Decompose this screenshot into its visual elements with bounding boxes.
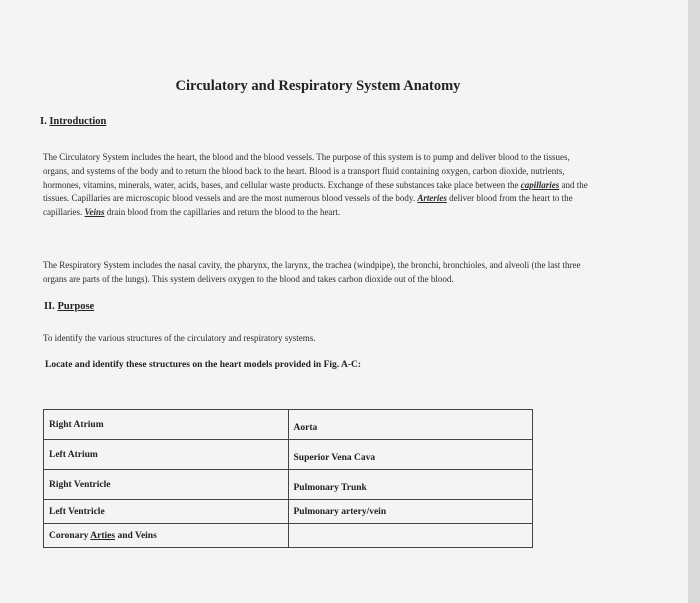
coronary-underlined: Arties <box>90 530 116 541</box>
coronary-prefix: Coronary <box>49 530 91 541</box>
structure-cell-left: Left Ventricle <box>44 500 289 524</box>
circulatory-text-start: The Circulatory System includes the heart, the blood and the blood vessels. The purpose of this system is to pump and deliver blood to the tissues, organs, and systems of the body and to return the blood back to the heart. Blood is a transport fluid containing oxygen, carbon dioxide, nutrients, hormones, vitamins, minerals, water, acids, bases, and cellular waste products. Exchange of these substances take place between the <box>43 152 570 190</box>
term-veins: Veins <box>84 207 105 218</box>
page-title: Circulatory and Respiratory System Anatomy <box>175 78 461 94</box>
structure-cell-right: Pulmonary Trunk <box>288 470 533 500</box>
table-row <box>44 470 533 500</box>
purpose-heading-text: Purpose <box>57 301 95 312</box>
table-row <box>44 524 533 548</box>
table-row <box>44 500 533 524</box>
structure-cell-left: Right Atrium <box>44 410 289 440</box>
circulatory-text-mid2: deliver blood from the heart to the capillaries. <box>43 193 573 218</box>
structure-cell-right: Aorta <box>288 410 533 440</box>
coronary-suffix: and Veins <box>115 530 157 541</box>
table-row <box>44 440 533 470</box>
respiratory-paragraph: The Respiratory System includes the nasal cavity, the pharynx, the larynx, the trachea (windpipe), the bronchi, bronchioles, and alveoli (the last three organs are parts of the lungs). This system delivers oxygen to the blood and takes carbon dioxide out of the blood. <box>43 260 581 284</box>
structure-cell-left: Right Ventricle <box>44 470 289 500</box>
instruction-text: Locate and identify these structures on the heart models provided in Fig. A-C: <box>45 360 362 370</box>
circulatory-text-mid1: and the tissues. Capillaries are microscopic blood vessels and are the most numerous blood vessels of the body. <box>43 179 588 204</box>
intro-heading-number: I. <box>40 116 47 127</box>
purpose-heading-number: II. <box>44 301 55 312</box>
structures-table <box>43 409 533 548</box>
structure-cell-left: Left Atrium <box>44 440 289 470</box>
term-capillaries: capillaries <box>520 179 560 190</box>
circulatory-text-end: drain blood from the capillaries and return the blood to the heart. <box>104 207 341 218</box>
structure-cell-right: Pulmonary artery/vein <box>288 500 533 524</box>
purpose-text: To identify the various structures of the circulatory and respiratory systems. <box>43 333 316 343</box>
structure-cell-left <box>44 524 289 548</box>
purpose-heading <box>44 301 94 312</box>
intro-heading <box>40 116 106 127</box>
structure-cell-right: Superior Vena Cava <box>288 440 533 470</box>
intro-heading-text: Introduction <box>49 116 107 127</box>
table-row <box>44 410 533 440</box>
circulatory-paragraph <box>43 151 591 220</box>
term-arteries: Arteries <box>417 193 447 204</box>
structure-cell-right <box>288 524 533 548</box>
